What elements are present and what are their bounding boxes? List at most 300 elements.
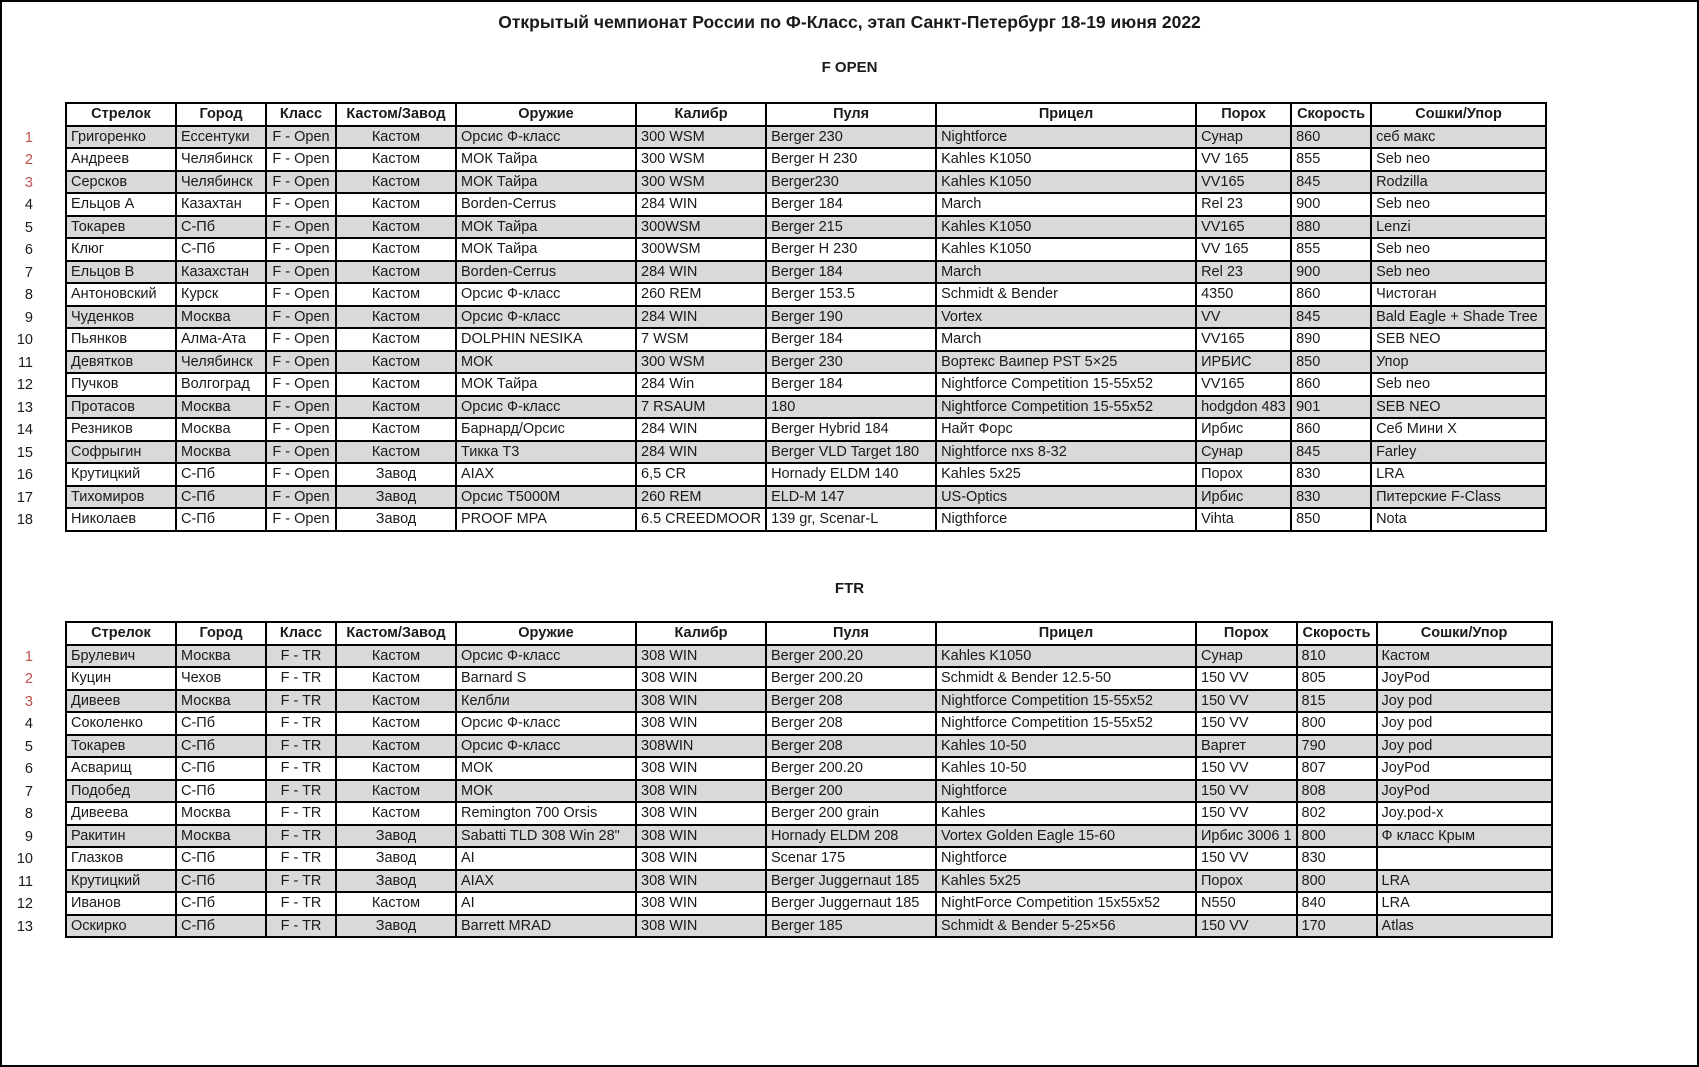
cell-custom-factory: Кастом <box>337 217 457 240</box>
cell-bipod-rest: Seb neo <box>1372 239 1547 262</box>
cell-powder: VV165 <box>1197 374 1292 397</box>
cell-custom-factory: Завод <box>337 826 457 849</box>
cell-weapon: МОК Тайра <box>457 239 637 262</box>
cell-caliber: 300 WSM <box>637 352 767 375</box>
cell-powder: 150 VV <box>1197 916 1298 939</box>
cell-city: С-Пб <box>177 487 267 510</box>
cell-bipod-rest: Atlas <box>1378 916 1553 939</box>
section-label-ftr: FTR <box>834 580 865 597</box>
cell-weapon: Орсис Т5000М <box>457 487 637 510</box>
cell-bipod-rest: себ макс <box>1372 127 1547 150</box>
cell-city: Челябинск <box>177 149 267 172</box>
rank-number: 14 <box>2 419 65 442</box>
col-header-bipod-rest: Сошки/Упор <box>1378 621 1553 646</box>
table-row <box>2 713 1553 736</box>
cell-bullet: Berger 184 <box>767 194 937 217</box>
cell-speed: 810 <box>1298 646 1378 669</box>
col-header-class: Класс <box>267 621 337 646</box>
cell-custom-factory: Кастом <box>337 893 457 916</box>
page-title: Открытый чемпионат России по Ф-Класс, этап Санкт-Петербург 18-19 июня 2022 <box>498 12 1201 32</box>
cell-powder: VV <box>1197 307 1292 330</box>
col-header-scope: Прицел <box>937 621 1197 646</box>
cell-bipod-rest: Питерские F-Class <box>1372 487 1547 510</box>
table-row <box>2 149 1547 172</box>
cell-class: F - TR <box>267 691 337 714</box>
cell-caliber: 308 WIN <box>637 871 767 894</box>
cell-bipod-rest: Кастом <box>1378 646 1553 669</box>
cell-bullet: Berger 184 <box>767 262 937 285</box>
rank-number: 11 <box>2 871 65 894</box>
table-row <box>2 464 1547 487</box>
cell-weapon: Орсис Ф-класс <box>457 127 637 150</box>
header-row <box>2 102 1547 127</box>
table-row <box>2 127 1547 150</box>
cell-bullet: 139 gr, Scenar-L <box>767 509 937 532</box>
cell-bipod-rest: Joy pod <box>1378 691 1553 714</box>
cell-speed: 808 <box>1298 781 1378 804</box>
f-open-table <box>2 102 1547 532</box>
cell-weapon: AIAX <box>457 464 637 487</box>
cell-city: Ессентуки <box>177 127 267 150</box>
cell-powder: Сунар <box>1197 442 1292 465</box>
cell-bipod-rest: SEB NEO <box>1372 397 1547 420</box>
cell-bullet: Berger 230 <box>767 127 937 150</box>
rank-number: 10 <box>2 848 65 871</box>
cell-speed: 855 <box>1292 239 1372 262</box>
cell-custom-factory: Кастом <box>337 803 457 826</box>
col-header-speed: Скорость <box>1298 621 1378 646</box>
cell-class: F - Open <box>267 217 337 240</box>
cell-weapon: Sabatti TLD 308 Win 28" <box>457 826 637 849</box>
table-row <box>2 826 1553 849</box>
cell-bipod-rest: Joy pod <box>1378 713 1553 736</box>
cell-bullet: Berger 153.5 <box>767 284 937 307</box>
cell-scope: Kahles 5x25 <box>937 871 1197 894</box>
cell-weapon: Орсис Ф-класс <box>457 307 637 330</box>
cell-city: Челябинск <box>177 352 267 375</box>
cell-bullet: Berger 208 <box>767 736 937 759</box>
table-row <box>2 284 1547 307</box>
cell-speed: 901 <box>1292 397 1372 420</box>
rank-column-header <box>2 102 65 127</box>
cell-class: F - Open <box>267 284 337 307</box>
cell-shooter: Клюг <box>65 239 177 262</box>
cell-powder: 150 VV <box>1197 691 1298 714</box>
cell-shooter: Пьянков <box>65 329 177 352</box>
cell-speed: 170 <box>1298 916 1378 939</box>
col-header-weapon: Оружие <box>457 621 637 646</box>
cell-powder: Порох <box>1197 871 1298 894</box>
cell-speed: 860 <box>1292 127 1372 150</box>
cell-powder: 150 VV <box>1197 848 1298 871</box>
cell-weapon: Borden-Cerrus <box>457 194 637 217</box>
cell-caliber: 284 WIN <box>637 307 767 330</box>
cell-bullet: Berger 190 <box>767 307 937 330</box>
col-header-caliber: Калибр <box>637 102 767 127</box>
cell-class: F - Open <box>267 307 337 330</box>
cell-caliber: 300 WSM <box>637 149 767 172</box>
rank-number: 7 <box>2 262 65 285</box>
cell-city: Москва <box>177 691 267 714</box>
cell-speed: 855 <box>1292 149 1372 172</box>
cell-city: С-Пб <box>177 848 267 871</box>
table-row <box>2 848 1553 871</box>
cell-powder: 150 VV <box>1197 781 1298 804</box>
table-row <box>2 509 1547 532</box>
cell-class: F - Open <box>267 509 337 532</box>
cell-powder: ИРБИС <box>1197 352 1292 375</box>
cell-custom-factory: Кастом <box>337 668 457 691</box>
cell-powder: VV 165 <box>1197 149 1292 172</box>
cell-custom-factory: Кастом <box>337 374 457 397</box>
cell-weapon: МОК Тайра <box>457 374 637 397</box>
cell-scope: NightForce Competition 15x55x52 <box>937 893 1197 916</box>
cell-shooter: Чуденков <box>65 307 177 330</box>
cell-shooter: Софрыгин <box>65 442 177 465</box>
cell-custom-factory: Кастом <box>337 284 457 307</box>
cell-bullet: Berger 208 <box>767 691 937 714</box>
cell-class: F - Open <box>267 487 337 510</box>
cell-scope: Kahles 10-50 <box>937 758 1197 781</box>
col-header-caliber: Калибр <box>637 621 767 646</box>
rank-number: 12 <box>2 893 65 916</box>
cell-caliber: 284 WIN <box>637 194 767 217</box>
cell-bipod-rest: Seb neo <box>1372 194 1547 217</box>
cell-caliber: 7 RSAUM <box>637 397 767 420</box>
cell-powder: Ирбис <box>1197 487 1292 510</box>
cell-city: Волгоград <box>177 374 267 397</box>
cell-speed: 830 <box>1298 848 1378 871</box>
cell-shooter: Токарев <box>65 736 177 759</box>
cell-caliber: 300 WSM <box>637 172 767 195</box>
rank-number: 9 <box>2 826 65 849</box>
cell-speed: 900 <box>1292 194 1372 217</box>
cell-shooter: Ельцов А <box>65 194 177 217</box>
cell-class: F - TR <box>267 893 337 916</box>
cell-shooter: Глазков <box>65 848 177 871</box>
table-row <box>2 374 1547 397</box>
cell-speed: 800 <box>1298 826 1378 849</box>
table-row <box>2 239 1547 262</box>
cell-scope: Kahles K1050 <box>937 239 1197 262</box>
cell-custom-factory: Кастом <box>337 307 457 330</box>
cell-caliber: 308 WIN <box>637 691 767 714</box>
cell-class: F - Open <box>267 172 337 195</box>
table-row <box>2 329 1547 352</box>
cell-city: Курск <box>177 284 267 307</box>
cell-powder: 150 VV <box>1197 803 1298 826</box>
rank-number: 5 <box>2 736 65 759</box>
cell-powder: N550 <box>1197 893 1298 916</box>
cell-custom-factory: Кастом <box>337 758 457 781</box>
cell-scope: Nightforce Competition 15-55x52 <box>937 691 1197 714</box>
cell-powder: 4350 <box>1197 284 1292 307</box>
cell-bullet: Scenar 175 <box>767 848 937 871</box>
cell-custom-factory: Кастом <box>337 262 457 285</box>
cell-caliber: 308 WIN <box>637 646 767 669</box>
cell-scope: Kahles K1050 <box>937 217 1197 240</box>
cell-class: F - Open <box>267 239 337 262</box>
cell-speed: 815 <box>1298 691 1378 714</box>
cell-city: Челябинск <box>177 172 267 195</box>
rank-number: 13 <box>2 916 65 939</box>
cell-bipod-rest: SEB NEO <box>1372 329 1547 352</box>
table-row <box>2 419 1547 442</box>
cell-city: Казахстан <box>177 262 267 285</box>
cell-class: F - Open <box>267 194 337 217</box>
col-header-bipod-rest: Сошки/Упор <box>1372 102 1547 127</box>
cell-bullet: Berger Juggernaut 185 <box>767 893 937 916</box>
cell-custom-factory: Завод <box>337 509 457 532</box>
cell-speed: 790 <box>1298 736 1378 759</box>
cell-bipod-rest: Seb neo <box>1372 149 1547 172</box>
cell-caliber: 284 WIN <box>637 262 767 285</box>
cell-class: F - TR <box>267 826 337 849</box>
cell-scope: Schmidt & Bender 12.5-50 <box>937 668 1197 691</box>
cell-scope: Nightforce <box>937 848 1197 871</box>
cell-shooter: Брулевич <box>65 646 177 669</box>
cell-bullet: Berger 200 <box>767 781 937 804</box>
cell-city: Москва <box>177 397 267 420</box>
col-header-city: Город <box>177 621 267 646</box>
cell-caliber: 308 WIN <box>637 893 767 916</box>
cell-shooter: Соколенко <box>65 713 177 736</box>
cell-powder: VV165 <box>1197 329 1292 352</box>
cell-class: F - TR <box>267 871 337 894</box>
cell-shooter: Пучков <box>65 374 177 397</box>
cell-caliber: 284 WIN <box>637 442 767 465</box>
cell-caliber: 308 WIN <box>637 668 767 691</box>
cell-powder: Vihta <box>1197 509 1292 532</box>
cell-shooter: Ракитин <box>65 826 177 849</box>
cell-powder: 150 VV <box>1197 668 1298 691</box>
cell-bullet: Hornady ELDM 140 <box>767 464 937 487</box>
col-header-shooter: Стрелок <box>65 621 177 646</box>
cell-class: F - Open <box>267 397 337 420</box>
cell-caliber: 300 WSM <box>637 127 767 150</box>
cell-powder: Варгет <box>1197 736 1298 759</box>
cell-bipod-rest <box>1378 848 1553 871</box>
cell-custom-factory: Кастом <box>337 194 457 217</box>
cell-weapon: Барнард/Орсис <box>457 419 637 442</box>
cell-custom-factory: Кастом <box>337 149 457 172</box>
cell-class: F - Open <box>267 352 337 375</box>
cell-speed: 845 <box>1292 442 1372 465</box>
rank-number: 18 <box>2 509 65 532</box>
cell-custom-factory: Кастом <box>337 397 457 420</box>
header-row <box>2 621 1553 646</box>
col-header-powder: Порох <box>1197 621 1298 646</box>
cell-custom-factory: Кастом <box>337 329 457 352</box>
cell-shooter: Крутицкий <box>65 871 177 894</box>
cell-speed: 845 <box>1292 307 1372 330</box>
cell-bullet: Berger Hybrid 184 <box>767 419 937 442</box>
cell-caliber: 6,5 CR <box>637 464 767 487</box>
cell-weapon: Орсис Ф-класс <box>457 736 637 759</box>
rank-number: 4 <box>2 194 65 217</box>
cell-bipod-rest: LRA <box>1378 871 1553 894</box>
cell-custom-factory: Кастом <box>337 127 457 150</box>
col-header-city: Город <box>177 102 267 127</box>
cell-city: Москва <box>177 826 267 849</box>
cell-weapon: Borden-Cerrus <box>457 262 637 285</box>
col-header-bullet: Пуля <box>767 102 937 127</box>
cell-scope: Nightforce <box>937 127 1197 150</box>
cell-weapon: Орсис Ф-класс <box>457 397 637 420</box>
cell-shooter: Иванов <box>65 893 177 916</box>
cell-shooter: Дивеева <box>65 803 177 826</box>
rank-number: 3 <box>2 691 65 714</box>
cell-speed: 880 <box>1292 217 1372 240</box>
cell-weapon: МОК Тайра <box>457 217 637 240</box>
cell-powder: 150 VV <box>1197 758 1298 781</box>
table-row <box>2 172 1547 195</box>
cell-powder: VV 165 <box>1197 239 1292 262</box>
cell-powder: hodgdon 483 <box>1197 397 1292 420</box>
ftr-table <box>2 621 1553 938</box>
cell-speed: 840 <box>1298 893 1378 916</box>
table-row <box>2 487 1547 510</box>
cell-class: F - TR <box>267 803 337 826</box>
cell-bipod-rest: Joy.pod-x <box>1378 803 1553 826</box>
cell-custom-factory: Завод <box>337 871 457 894</box>
cell-caliber: 6.5 CREEDMOOR <box>637 509 767 532</box>
cell-weapon: МОК Тайра <box>457 149 637 172</box>
col-header-powder: Порох <box>1197 102 1292 127</box>
cell-bipod-rest: Чистоган <box>1372 284 1547 307</box>
table-row <box>2 803 1553 826</box>
cell-caliber: 308 WIN <box>637 803 767 826</box>
rank-number: 4 <box>2 713 65 736</box>
cell-caliber: 260 REM <box>637 487 767 510</box>
section-label-f-open: F OPEN <box>821 59 878 76</box>
cell-caliber: 308 WIN <box>637 713 767 736</box>
cell-bipod-rest: JoyPod <box>1378 781 1553 804</box>
cell-scope: Nightforce Competition 15-55x52 <box>937 713 1197 736</box>
cell-bipod-rest: Rodzilla <box>1372 172 1547 195</box>
rank-number: 13 <box>2 397 65 420</box>
cell-bullet: Berger Juggernaut 185 <box>767 871 937 894</box>
cell-caliber: 308 WIN <box>637 781 767 804</box>
cell-scope: Schmidt & Bender 5-25×56 <box>937 916 1197 939</box>
cell-city: С-Пб <box>177 509 267 532</box>
rank-number: 2 <box>2 149 65 172</box>
cell-caliber: 260 REM <box>637 284 767 307</box>
cell-class: F - TR <box>267 916 337 939</box>
cell-bullet: Berger 215 <box>767 217 937 240</box>
cell-city: Москва <box>177 646 267 669</box>
col-header-class: Класс <box>267 102 337 127</box>
table-row <box>2 217 1547 240</box>
cell-powder: Порох <box>1197 464 1292 487</box>
cell-weapon: Орсис Ф-класс <box>457 284 637 307</box>
cell-scope: Nightforce Competition 15-55x52 <box>937 374 1197 397</box>
table-row <box>2 871 1553 894</box>
cell-weapon: МОК <box>457 352 637 375</box>
cell-scope: Kahles <box>937 803 1197 826</box>
cell-caliber: 308 WIN <box>637 758 767 781</box>
cell-bipod-rest: Себ Мини Х <box>1372 419 1547 442</box>
rank-number: 8 <box>2 803 65 826</box>
cell-city: С-Пб <box>177 871 267 894</box>
cell-bullet: Berger 200 grain <box>767 803 937 826</box>
table-row <box>2 262 1547 285</box>
cell-shooter: Дивеев <box>65 691 177 714</box>
col-header-custom-factory: Кастом/Завод <box>337 102 457 127</box>
cell-shooter: Асварищ <box>65 758 177 781</box>
cell-custom-factory: Кастом <box>337 352 457 375</box>
cell-scope: Kahles K1050 <box>937 646 1197 669</box>
cell-scope: Nightforce <box>937 781 1197 804</box>
cell-shooter: Девятков <box>65 352 177 375</box>
cell-class: F - TR <box>267 848 337 871</box>
cell-weapon: AIAX <box>457 871 637 894</box>
cell-speed: 900 <box>1292 262 1372 285</box>
cell-powder: Сунар <box>1197 646 1298 669</box>
cell-city: Москва <box>177 419 267 442</box>
cell-class: F - Open <box>267 442 337 465</box>
cell-class: F - Open <box>267 127 337 150</box>
cell-shooter: Ельцов В <box>65 262 177 285</box>
cell-shooter: Антоновский <box>65 284 177 307</box>
cell-class: F - Open <box>267 149 337 172</box>
cell-bipod-rest: Ф класс Крым <box>1378 826 1553 849</box>
cell-class: F - Open <box>267 419 337 442</box>
cell-weapon: PROOF MPA <box>457 509 637 532</box>
cell-city: С-Пб <box>177 464 267 487</box>
cell-shooter: Токарев <box>65 217 177 240</box>
cell-bullet: Berger H 230 <box>767 149 937 172</box>
cell-city: Алма-Ата <box>177 329 267 352</box>
cell-speed: 800 <box>1298 713 1378 736</box>
cell-caliber: 300WSM <box>637 239 767 262</box>
cell-weapon: AI <box>457 848 637 871</box>
cell-powder: Rel 23 <box>1197 194 1292 217</box>
cell-shooter: Николаев <box>65 509 177 532</box>
cell-scope: Kahles 10-50 <box>937 736 1197 759</box>
cell-bullet: Berger VLD Target 180 <box>767 442 937 465</box>
cell-powder: Ирбис <box>1197 419 1292 442</box>
rank-number: 6 <box>2 239 65 262</box>
rank-number: 6 <box>2 758 65 781</box>
cell-custom-factory: Кастом <box>337 239 457 262</box>
cell-caliber: 300WSM <box>637 217 767 240</box>
col-header-speed: Скорость <box>1292 102 1372 127</box>
rank-number: 8 <box>2 284 65 307</box>
cell-scope: Kahles K1050 <box>937 172 1197 195</box>
col-header-custom-factory: Кастом/Завод <box>337 621 457 646</box>
cell-custom-factory: Кастом <box>337 713 457 736</box>
cell-bipod-rest: Joy pod <box>1378 736 1553 759</box>
table-row <box>2 916 1553 939</box>
rank-number: 3 <box>2 172 65 195</box>
cell-shooter: Андреев <box>65 149 177 172</box>
cell-powder: 150 VV <box>1197 713 1298 736</box>
cell-class: F - Open <box>267 464 337 487</box>
cell-bullet: Berger 230 <box>767 352 937 375</box>
cell-weapon: Remington 700 Orsis <box>457 803 637 826</box>
cell-shooter: Оскирко <box>65 916 177 939</box>
cell-custom-factory: Кастом <box>337 781 457 804</box>
cell-class: F - TR <box>267 758 337 781</box>
cell-scope: Nightforce Competition 15-55x52 <box>937 397 1197 420</box>
rank-number: 9 <box>2 307 65 330</box>
cell-bullet: Berger 184 <box>767 374 937 397</box>
cell-city: Чехов <box>177 668 267 691</box>
cell-custom-factory: Кастом <box>337 172 457 195</box>
cell-bipod-rest: Farley <box>1372 442 1547 465</box>
col-header-bullet: Пуля <box>767 621 937 646</box>
